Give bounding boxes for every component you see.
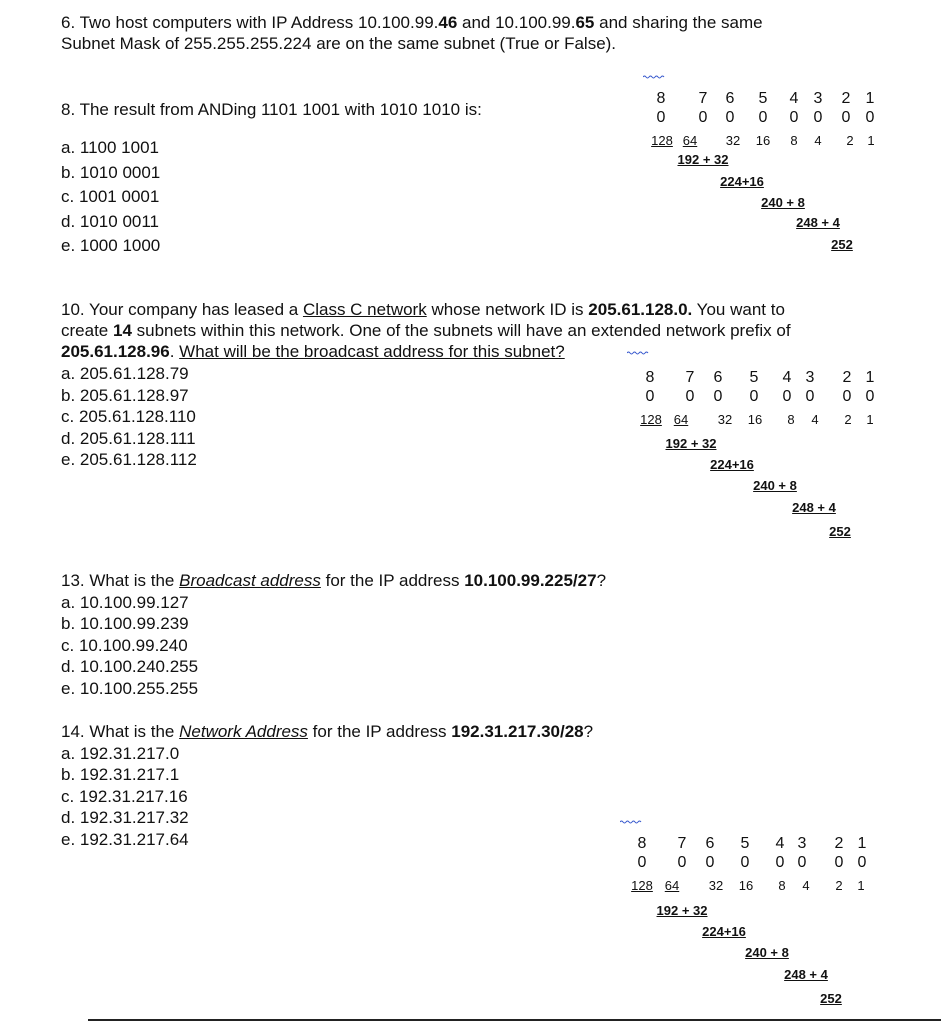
bit-zero: 0 <box>725 109 735 126</box>
q14-option-b: b. 192.31.217.1 <box>61 765 180 785</box>
bit-value-label: 64 <box>682 133 698 148</box>
bit-zero: 0 <box>865 109 875 126</box>
q10-option-a: a. 205.61.128.79 <box>61 364 189 383</box>
q14-option-d: d. 192.31.217.32 <box>61 808 189 828</box>
bit-position-label: 1 <box>865 90 875 107</box>
cumulative-sum: 248 + 4 <box>796 215 840 230</box>
page-bottom-rule <box>88 1019 941 1021</box>
bit-value-label: 32 <box>708 878 724 893</box>
q10-text: subnets within this network. One of the subnets will have an extended network prefix of <box>131 321 791 340</box>
cumulative-sum: 192 + 32 <box>656 903 708 918</box>
bit-position-label: 8 <box>645 369 655 386</box>
bit-position-label: 3 <box>813 90 823 107</box>
q10-question: What will be the broadcast address for this subnet? <box>179 342 565 361</box>
bit-value-label: 2 <box>846 133 854 148</box>
squiggle-mark-icon <box>627 351 649 355</box>
question-13 <box>61 570 606 700</box>
q10-options <box>61 363 197 471</box>
cumulative-sum: 224+16 <box>720 174 764 189</box>
bit-value-label: 64 <box>664 878 680 893</box>
bit-zero: 0 <box>775 854 785 871</box>
q6-line2: Subnet Mask of 255.255.255.224 are on the same subnet (True or False). <box>61 34 617 53</box>
cumulative-sum: 248 + 4 <box>784 967 828 982</box>
cumulative-sum: 224+16 <box>702 924 746 939</box>
bit-value-label: 4 <box>802 878 810 893</box>
bit-zero: 0 <box>813 109 823 126</box>
squiggle-mark-icon <box>643 75 665 79</box>
bit-zero: 0 <box>789 109 799 126</box>
bit-position-label: 7 <box>698 90 708 107</box>
q6-ip2: 65 <box>575 13 595 32</box>
bit-position-label: 6 <box>713 369 723 386</box>
bit-position-label: 8 <box>637 835 647 852</box>
q13-text: ? <box>596 571 607 590</box>
bit-value-label: 1 <box>867 133 875 148</box>
bit-position-label: 4 <box>782 369 792 386</box>
q10-option-c: c. 205.61.128.110 <box>61 407 196 427</box>
bit-position-label: 5 <box>749 369 759 386</box>
bit-value-label: 4 <box>811 412 819 427</box>
bit-value-label: 16 <box>755 133 771 148</box>
cumulative-sum: 252 <box>820 991 842 1006</box>
bit-position-label: 7 <box>685 369 695 386</box>
bit-value-label: 64 <box>673 412 689 427</box>
bit-value-label: 2 <box>844 412 852 427</box>
bit-value-label: 1 <box>866 412 874 427</box>
bit-value-label: 8 <box>790 133 798 148</box>
bit-zero: 0 <box>645 388 655 405</box>
bit-position-label: 8 <box>656 90 666 107</box>
bit-position-label: 1 <box>857 835 867 852</box>
q10-text: You want to <box>692 300 785 319</box>
bit-position-label: 2 <box>841 90 851 107</box>
bit-value-label: 32 <box>725 133 741 148</box>
bit-value-label: 1 <box>857 878 865 893</box>
bit-value-label: 128 <box>631 878 653 893</box>
question-10 <box>61 299 791 362</box>
bit-zero: 0 <box>685 388 695 405</box>
bit-value-label: 2 <box>835 878 843 893</box>
bit-position-label: 7 <box>677 835 687 852</box>
q13-option-d: d. 10.100.240.255 <box>61 657 199 677</box>
q8-question: 8. The result from ANDing 1101 1001 with 1010 1010 is: <box>61 100 482 119</box>
q6-text: and 10.100.99. <box>457 13 576 32</box>
question-6 <box>61 12 763 54</box>
cumulative-sum: 192 + 32 <box>665 436 717 451</box>
bit-zero: 0 <box>841 109 851 126</box>
bit-zero: 0 <box>749 388 759 405</box>
q14-text: ? <box>583 722 594 741</box>
squiggle-mark-icon <box>620 820 642 824</box>
cumulative-sum: 224+16 <box>710 457 754 472</box>
bit-position-label: 6 <box>725 90 735 107</box>
q10-text: whose network ID is <box>426 300 589 319</box>
q14-text: 14. What is the <box>61 722 180 741</box>
bit-position-label: 6 <box>705 835 715 852</box>
bit-zero: 0 <box>758 109 768 126</box>
q10-subnets: 14 <box>112 321 132 340</box>
cumulative-sum: 240 + 8 <box>761 195 805 210</box>
bit-zero: 0 <box>656 109 666 126</box>
q13-option-c: c. 10.100.99.240 <box>61 635 188 655</box>
bit-position-label: 5 <box>758 90 768 107</box>
q10-text: create <box>61 321 113 340</box>
question-14 <box>61 721 593 851</box>
q8-option-d: d. 1010 0011 <box>61 211 159 231</box>
q8-option-b: b. 1010 0001 <box>61 162 161 182</box>
bit-value-label: 128 <box>640 412 662 427</box>
bit-zero: 0 <box>705 854 715 871</box>
q10-prefix: 205.61.128.96 <box>61 342 170 361</box>
cumulative-sum: 192 + 32 <box>677 152 729 167</box>
q13-option-b: b. 10.100.99.239 <box>61 614 189 634</box>
bit-zero: 0 <box>805 388 815 405</box>
q6-text: and sharing the same <box>594 13 763 32</box>
q10-text: . <box>169 342 180 361</box>
q8-option-c: c. 1001 0001 <box>61 187 160 206</box>
cumulative-sum: 248 + 4 <box>792 500 836 515</box>
bit-zero: 0 <box>782 388 792 405</box>
q6-ip1: 46 <box>438 13 458 32</box>
q6-text: 6. Two host computers with IP Address 10.100.99. <box>61 13 439 32</box>
bit-value-label: 8 <box>778 878 786 893</box>
bit-zero: 0 <box>842 388 852 405</box>
bit-position-label: 3 <box>797 835 807 852</box>
bit-zero: 0 <box>834 854 844 871</box>
q10-text: 10. Your company has leased a <box>61 300 303 319</box>
cumulative-sum: 252 <box>831 237 853 252</box>
bit-zero: 0 <box>677 854 687 871</box>
q14-network-term: Network Address <box>179 722 308 741</box>
bit-zero: 0 <box>740 854 750 871</box>
bit-zero: 0 <box>713 388 723 405</box>
bit-value-label: 8 <box>787 412 795 427</box>
bit-value-label: 16 <box>738 878 754 893</box>
bit-zero: 0 <box>865 388 875 405</box>
q10-option-b: b. 205.61.128.97 <box>61 385 189 405</box>
q14-option-e: e. 192.31.217.64 <box>61 829 189 849</box>
bit-position-label: 5 <box>740 835 750 852</box>
bit-zero: 0 <box>797 854 807 871</box>
bit-value-label: 32 <box>717 412 733 427</box>
bit-position-label: 4 <box>775 835 785 852</box>
bit-zero: 0 <box>637 854 647 871</box>
q10-network-id: 205.61.128.0. <box>588 300 693 319</box>
q8-options <box>61 136 160 259</box>
question-8 <box>61 99 482 120</box>
q13-option-e: e. 10.100.255.255 <box>61 678 199 698</box>
q8-option-a: a. 1100 1001 <box>61 138 159 157</box>
q14-ip: 192.31.217.30/28 <box>451 722 584 741</box>
q13-ip: 10.100.99.225/27 <box>464 571 597 590</box>
q10-option-d: d. 205.61.128.111 <box>61 428 196 448</box>
cumulative-sum: 252 <box>829 524 851 539</box>
bit-value-label: 4 <box>814 133 822 148</box>
bit-position-label: 1 <box>865 369 875 386</box>
bit-position-label: 4 <box>789 90 799 107</box>
cumulative-sum: 240 + 8 <box>745 945 789 960</box>
q10-class-c-link-text: Class C network <box>302 300 427 319</box>
q14-option-a: a. 192.31.217.0 <box>61 743 180 763</box>
bit-value-label: 128 <box>651 133 673 148</box>
bit-zero: 0 <box>698 109 708 126</box>
bit-position-label: 2 <box>842 369 852 386</box>
q13-option-a: a. 10.100.99.127 <box>61 592 189 612</box>
q13-text: for the IP address <box>320 571 465 590</box>
bit-position-label: 3 <box>805 369 815 386</box>
q8-option-e: e. 1000 1000 <box>61 236 161 255</box>
cumulative-sum: 240 + 8 <box>753 478 797 493</box>
q14-text: for the IP address <box>307 722 452 741</box>
q13-broadcast-term: Broadcast address <box>179 571 321 590</box>
bit-position-label: 2 <box>834 835 844 852</box>
q10-option-e: e. 205.61.128.112 <box>61 450 197 470</box>
q13-text: 13. What is the <box>61 571 180 590</box>
bit-zero: 0 <box>857 854 867 871</box>
bit-value-label: 16 <box>747 412 763 427</box>
q14-option-c: c. 192.31.217.16 <box>61 786 188 806</box>
